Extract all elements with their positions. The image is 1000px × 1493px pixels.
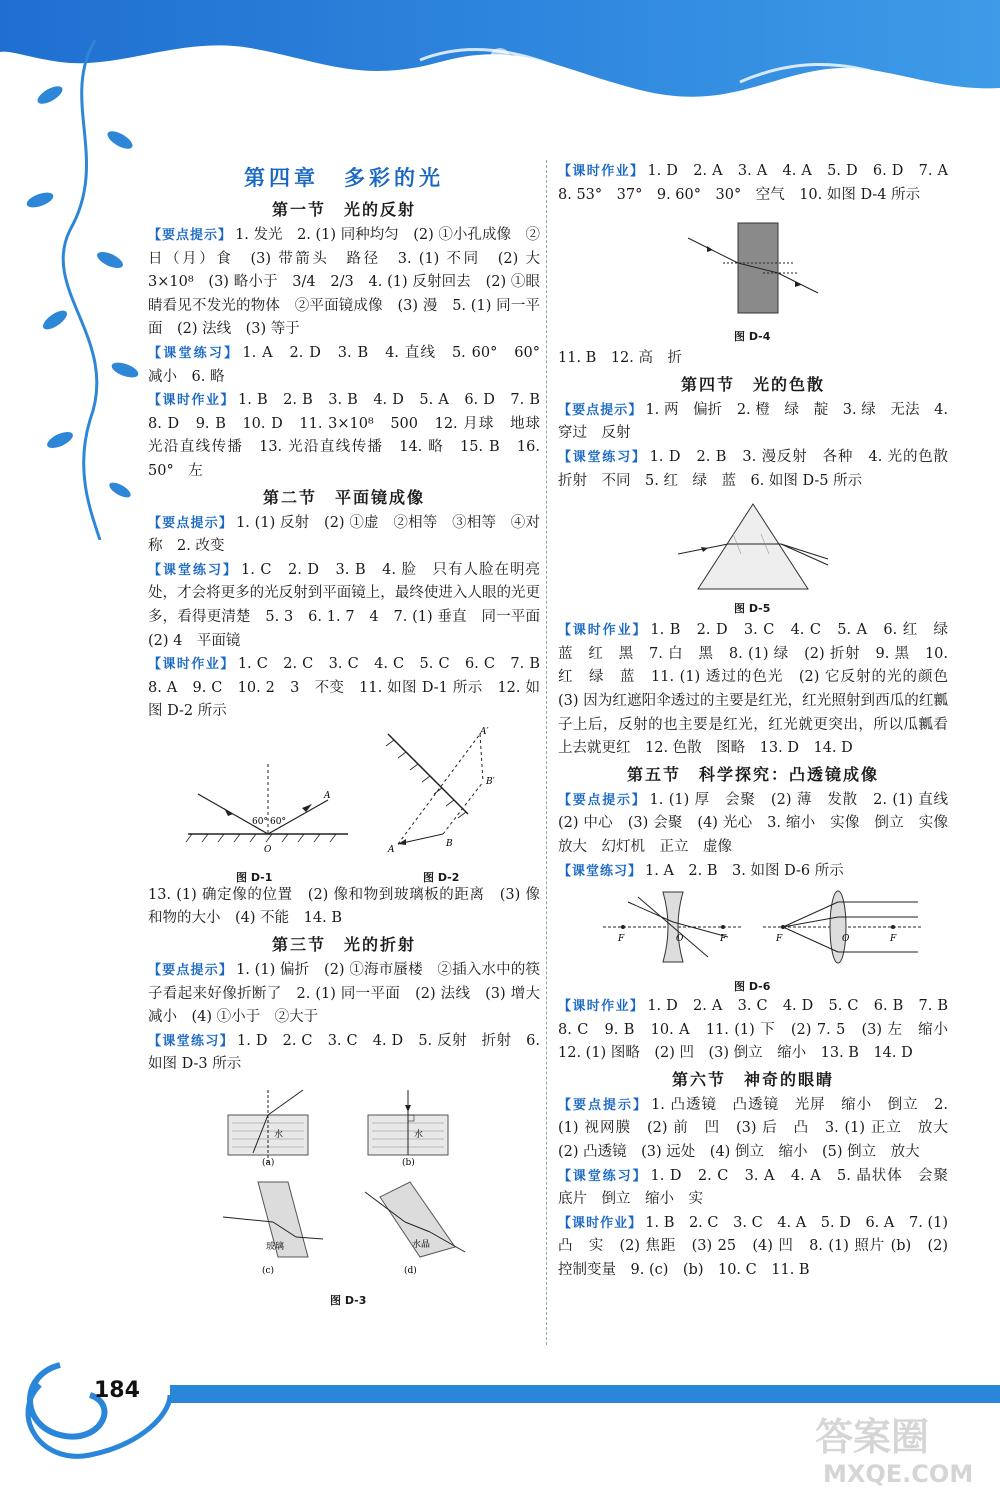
figure-d3 (148, 1077, 540, 1309)
svg-text:F: F (776, 934, 783, 945)
sec5-homework (558, 995, 963, 1066)
watermark-url: MXQE.COM (823, 1460, 974, 1488)
column-divider (546, 160, 547, 1345)
sec6-classwork-text: 1. D 2. C 3. A 4. A 5. 晶状体 会聚 底片 倒立 缩小 实 (558, 1167, 963, 1208)
sec2-key-points (148, 512, 540, 559)
tag-classwork: 【课堂练习】 (558, 863, 643, 879)
sec4-classwork-text: 1. D 2. B 3. 漫反射 各种 4. 光的色散 折射 不同 5. 红 绿 蓝 6. 如图 D-5 所示 (558, 448, 963, 489)
watermark-logo (805, 1408, 995, 1490)
figures-d1-d2 (148, 724, 540, 884)
sec3-homework (558, 160, 963, 207)
sec3-after: 11. B 12. 高 折 (558, 350, 682, 367)
svg-text:B′: B′ (486, 776, 495, 787)
section-title-1: 第一节 光的反射 (271, 200, 416, 219)
figure-d1-caption: 图 D-1 (236, 870, 273, 884)
right-column (558, 160, 963, 1283)
sec6-homework-text: 1. B 2. C 3. C 4. A 5. D 6. A 7. (1) 凸 实 (2) 焦距 (3) 25 (4) 凹 8. (1) 照片 (b) (2) 控制变量 9. (c) (b) 10. C 11. B (558, 1214, 948, 1279)
svg-text:B: B (446, 838, 453, 849)
svg-text:O: O (676, 934, 684, 945)
sec3-classwork (148, 1030, 540, 1077)
sec1-homework-text: 1. B 2. B 3. B 4. D 5. A 6. D 7. B 8. D 9. B 10. D 11. 3×10⁸ 500 12. 月球 地球 光沿直线传播 13. 光沿直线传播 14. 略 15. B 16. 50° 左 (148, 392, 555, 479)
section-title-2: 第二节 平面镜成像 (262, 487, 425, 507)
tag-homework: 【课时作业】 (558, 1215, 643, 1231)
svg-text:A: A (324, 790, 331, 801)
sec4-homework-text: 1. B 2. D 3. C 4. C 5. A 6. 红 绿 蓝 红 黑 7. 白 黑 8. (1) 绿 (2) 折射 9. 黑 10. 红 绿 蓝 11. (1) 透过的色光 (2) 它反射的光的颜色 (3) 因为红遮阳伞透过的主要是红光，红光照射到西瓜的红瓤子上后，反射的也主要是红光，红光就更突出，所以瓜瓤看上去就更红 12. 色散 图略 13. D 14. D (558, 622, 963, 757)
sec4-key-points (558, 399, 948, 446)
figure-d6-convex-lens (758, 887, 928, 967)
figure-d5 (558, 493, 948, 619)
sec5-classwork-text: 1. A 2. B 3. 如图 D-6 所示 (645, 862, 844, 879)
svg-text:60°: 60° (270, 816, 286, 827)
tag-classwork: 【课堂练习】 (148, 1033, 235, 1049)
tag-classwork: 【课堂练习】 (558, 1168, 648, 1184)
sec5-homework-text: 1. D 2. A 3. C 4. D 5. C 6. B 7. B 8. C 9. B 10. A 11. (1) 下 (2) 7. 5 (3) 左 缩小 12. (1) 图略 (2) 凹 (3) 倒立 缩小 13. B 14. D (558, 998, 963, 1062)
tag-homework: 【课时作业】 (558, 623, 648, 639)
figure-d3-caption: 图 D-3 (330, 1294, 367, 1308)
sec6-classwork (558, 1165, 963, 1212)
page-number: 184 (94, 1378, 140, 1403)
figure-d1-reflection (178, 734, 358, 874)
sec6-homework (558, 1212, 948, 1283)
figure-d4-caption: 图 D-4 (734, 330, 771, 344)
section-title-3: 第三节 光的折射 (271, 935, 416, 955)
sub-label-b: (b) (402, 1158, 415, 1168)
sec1-key-points (148, 224, 555, 342)
water-label: 水 (274, 1130, 284, 1141)
sec5-classwork (558, 860, 948, 884)
sec2-key-points-text: 1. (1) 反射 (2) ①虚 ②相等 ③相等 ④对称 2. 改变 (148, 514, 540, 555)
figure-d5-caption: 图 D-5 (734, 602, 771, 616)
water-label: 水 (414, 1130, 424, 1141)
svg-text:F: F (618, 934, 625, 945)
tag-homework: 【课时作业】 (558, 999, 645, 1015)
left-column (148, 160, 555, 1309)
sec5-key-points-text: 1. (1) 厚 会聚 (2) 薄 发散 2. (1) 直线 (2) 中心 (3) 会聚 (4) 光心 3. 缩小 实像 倒立 实像 放大 幻灯机 正立 虚像 (558, 791, 963, 855)
sec1-classwork-text: 1. A 2. D 3. B 4. 直线 5. 60° 60° 减小 6. 略 (148, 344, 555, 385)
tag-key-points: 【要点提示】 (558, 1097, 649, 1113)
figure-d6-concave-lens (598, 887, 748, 967)
sec3-key-points (148, 959, 555, 1030)
sec2-after-figures: 13. (1) 确定像的位置 (2) 像和物到玻璃板的距离 (3) 像和物的大小 (4) 不能 14. B (148, 886, 540, 927)
sec2-classwork-text: 1. C 2. D 3. B 4. 脸 只有人脸在明亮处，才会将更多的光反射到平面镜上，最终使进入人眼的光更多，看得更清楚 5. 3 6. 1. 7 4 7. (1) 垂直 同一平面 (2) 4 平面镜 (148, 561, 555, 649)
figure-d3-b (358, 1085, 458, 1167)
tag-homework: 【课时作业】 (558, 164, 645, 179)
sec5-key-points (558, 789, 963, 860)
glass-label: 玻璃 (266, 1242, 285, 1253)
figure-d6-caption: 图 D-6 (734, 980, 771, 994)
sec2-homework (148, 653, 555, 724)
sec1-classwork (148, 342, 555, 389)
sec6-key-points-text: 1. 凸透镜 凸透镜 光屏 缩小 倒立 2. (1) 视网膜 (2) 前 凹 (3) 后 凸 3. (1) 正立 放大 (2) 凸透镜 (3) 远处 (4) 倒立 缩小 (5) 倒立 放大 (558, 1096, 963, 1161)
tag-classwork: 【课堂练习】 (148, 562, 238, 578)
figure-d3-d (360, 1177, 470, 1277)
figure-d2-mirror (368, 724, 538, 864)
sub-label-a: (a) (262, 1158, 275, 1168)
crystal-label: 水晶 (412, 1240, 431, 1251)
figure-d4-glass-slab (683, 213, 823, 328)
svg-text:F: F (890, 934, 897, 945)
sec4-classwork (558, 446, 963, 493)
tag-homework: 【课时作业】 (148, 657, 235, 673)
section-title-4: 第四节 光的色散 (680, 374, 825, 394)
sec1-homework (148, 389, 555, 483)
sec2-homework-text: 1. C 2. C 3. C 4. C 5. C 6. C 7. B 8. A 9. C 10. 2 3 不变 11. 如图 D-1 所示 12. 如图 D-2 所示 (148, 656, 555, 720)
sub-label-d: (d) (404, 1266, 417, 1277)
tag-homework: 【课时作业】 (148, 393, 236, 409)
figure-d3-c (218, 1177, 328, 1277)
sec6-key-points (558, 1094, 963, 1165)
vine-decoration (0, 40, 160, 540)
chapter-title: 第四章 多彩的光 (244, 166, 444, 190)
tag-key-points: 【要点提示】 (148, 515, 234, 531)
watermark-title: 答案圈 (815, 1415, 930, 1459)
sec4-key-points-text: 1. 两 偏折 2. 橙 绿 靛 3. 绿 无法 4. 穿过 反射 (558, 401, 948, 442)
sec3-classwork-text: 1. D 2. C 3. C 4. D 5. 反射 折射 6. 如图 D-3 所示 (148, 1032, 540, 1073)
svg-text:60°: 60° (252, 816, 268, 827)
svg-text:O: O (264, 844, 272, 855)
tag-classwork: 【课堂练习】 (148, 345, 240, 361)
figure-d6 (558, 883, 948, 995)
tag-classwork: 【课堂练习】 (558, 449, 647, 465)
figure-d2-caption: 图 D-2 (423, 870, 460, 884)
sub-label-c: (c) (262, 1266, 275, 1277)
svg-text:F: F (720, 934, 727, 945)
sec2-classwork (148, 559, 555, 653)
tag-key-points: 【要点提示】 (148, 963, 234, 979)
svg-text:A: A (388, 844, 395, 855)
svg-text:A′: A′ (480, 726, 489, 737)
tag-key-points: 【要点提示】 (558, 402, 643, 418)
sec4-homework (558, 619, 963, 761)
svg-text:O: O (842, 934, 850, 945)
sec3-key-points-text: 1. (1) 偏折 (2) ①海市蜃楼 ②插入水中的筷子看起来好像折断了 2. (1) 同一平面 (2) 法线 (3) 增大 减小 (4) ①小于 ②大于 (148, 962, 555, 1026)
tag-key-points: 【要点提示】 (558, 792, 647, 808)
section-title-5: 第五节 科学探究：凸透镜成像 (626, 764, 879, 784)
figure-d3-a (218, 1085, 318, 1167)
figure-d5-prism (673, 499, 833, 599)
section-title-6: 第六节 神奇的眼睛 (671, 1069, 834, 1089)
tag-key-points: 【要点提示】 (148, 228, 233, 243)
sec3-homework-text: 1. D 2. A 3. A 4. A 5. D 6. D 7. A 8. 53° 37° 9. 60° 30° 空气 10. 如图 D-4 所示 (558, 163, 963, 203)
sec1-key-points-text: 1. 发光 2. (1) 同种均匀 (2) ①小孔成像 ②日（月）食 (3) 带箭头 路径 3. (1) 不同 (2) 大 3×10⁸ (3) 略小于 3/4 2/3 4. (1) 反射回去 (2) ①眼睛看见不发光的物体 ②平面镜成像 (3) 漫 5. (1) 同一平面 (2) 法线 (3) 等于 (148, 227, 555, 338)
figure-d4 (558, 207, 948, 347)
